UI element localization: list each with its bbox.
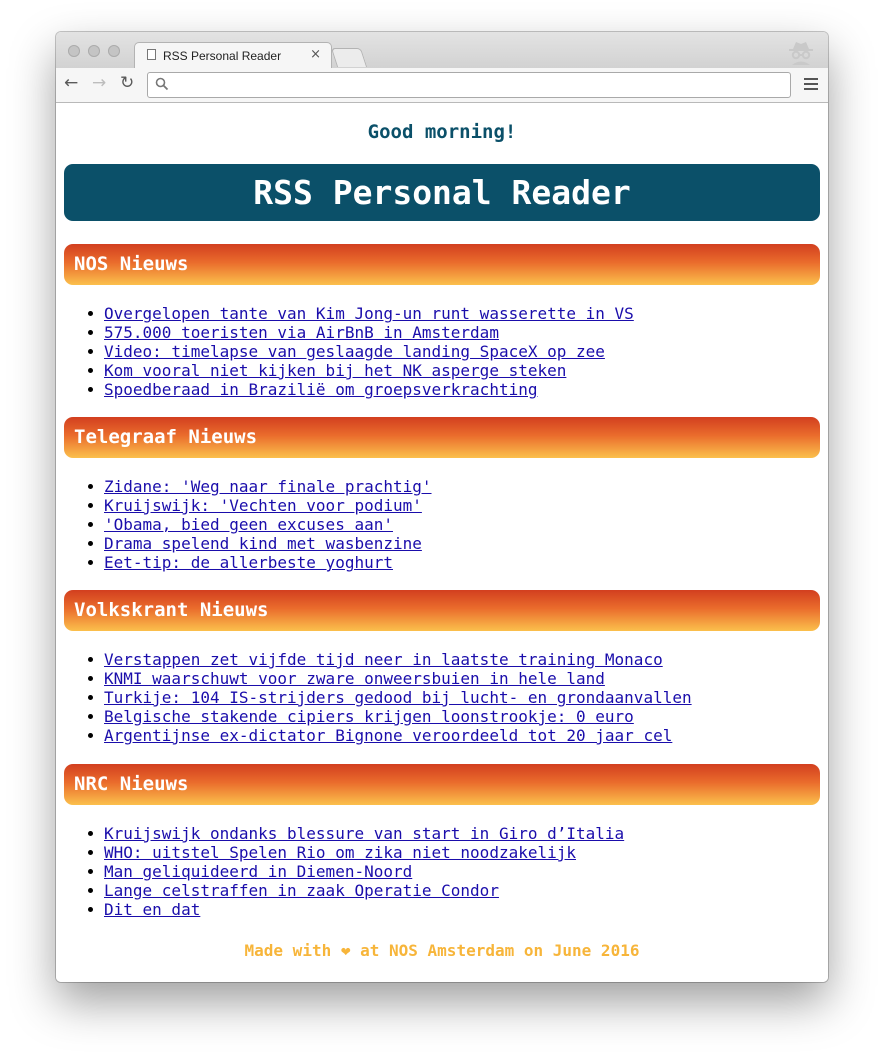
news-link[interactable]: Dit en dat — [104, 900, 201, 919]
news-list — [64, 650, 692, 745]
list-item — [64, 304, 634, 323]
list-item — [64, 553, 432, 572]
close-icon[interactable]: × — [310, 47, 321, 62]
news-link[interactable]: KNMI waarschuwt voor zware onweersbuien in hele land — [104, 669, 605, 688]
section-nrc — [64, 764, 820, 919]
new-tab-button[interactable] — [331, 48, 367, 67]
news-link[interactable]: Overgelopen tante van Kim Jong-un runt wasserette in VS — [104, 304, 634, 323]
list-item — [64, 515, 432, 534]
list-item — [64, 881, 624, 900]
incognito-icon — [786, 39, 816, 65]
close-window-button[interactable] — [68, 45, 80, 57]
list-item — [64, 669, 692, 688]
news-link[interactable]: Kruijswijk: 'Vechten voor podium' — [104, 496, 422, 515]
list-item — [64, 323, 634, 342]
zoom-window-button[interactable] — [108, 45, 120, 57]
list-item — [64, 862, 624, 881]
news-link[interactable]: Argentijnse ex-dictator Bignone veroordeeld tot 20 jaar cel — [104, 726, 673, 745]
list-item — [64, 380, 634, 399]
news-link[interactable]: Lange celstraffen in zaak Operatie Condor — [104, 881, 499, 900]
browser-tab[interactable] — [134, 42, 332, 69]
news-link[interactable]: Video: timelapse van geslaagde landing SpaceX op zee — [104, 342, 605, 361]
news-link[interactable]: Zidane: 'Weg naar finale prachtig' — [104, 477, 432, 496]
list-item — [64, 496, 432, 515]
forward-icon[interactable]: → — [92, 73, 107, 93]
browser-window — [56, 32, 828, 982]
reload-icon[interactable]: ↻ — [120, 73, 135, 93]
news-list — [64, 477, 432, 572]
greeting: Good morning! — [367, 121, 517, 143]
news-link[interactable]: Eet-tip: de allerbeste yoghurt — [104, 553, 393, 572]
address-bar[interactable] — [147, 72, 791, 98]
list-item — [64, 900, 624, 919]
list-item — [64, 824, 624, 843]
list-item — [64, 361, 634, 380]
news-link[interactable]: Man geliquideerd in Diemen-Noord — [104, 862, 413, 881]
footer-text: Made with ❤ at NOS Amsterdam on June 2016 — [244, 941, 640, 960]
section-telegraaf — [64, 417, 820, 572]
section-nos — [64, 244, 820, 399]
section-volkskrant — [64, 590, 820, 745]
page-title: RSS Personal Reader — [253, 173, 631, 212]
section-title: Telegraaf Nieuws — [64, 417, 820, 458]
search-icon — [155, 77, 169, 91]
section-title: NOS Nieuws — [64, 244, 820, 285]
news-list — [64, 824, 624, 919]
list-item — [64, 707, 692, 726]
minimize-window-button[interactable] — [88, 45, 100, 57]
news-link[interactable]: Belgische stakende cipiers krijgen loonstrookje: 0 euro — [104, 707, 634, 726]
list-item — [64, 650, 692, 669]
section-title: Volkskrant Nieuws — [64, 590, 820, 631]
page-content — [56, 103, 828, 982]
menu-icon[interactable] — [804, 78, 818, 92]
news-link[interactable]: WHO: uitstel Spelen Rio om zika niet noodzakelijk — [104, 843, 577, 862]
list-item — [64, 534, 432, 553]
list-item — [64, 843, 624, 862]
tab-title: RSS Personal Reader — [163, 49, 282, 63]
toolbar — [56, 68, 828, 103]
back-icon[interactable]: ← — [64, 73, 79, 93]
title-bar — [56, 32, 828, 68]
address-input[interactable] — [174, 75, 778, 97]
list-item — [64, 726, 692, 745]
news-link[interactable]: Drama spelend kind met wasbenzine — [104, 534, 422, 553]
document-icon — [147, 49, 156, 60]
news-link[interactable]: Turkije: 104 IS-strijders gedood bij lucht- en grondaanvallen — [104, 688, 692, 707]
news-link[interactable]: Kom vooral niet kijken bij het NK asperge steken — [104, 361, 567, 380]
list-item — [64, 477, 432, 496]
list-item — [64, 688, 692, 707]
list-item — [64, 342, 634, 361]
news-link[interactable]: 'Obama, bied geen excuses aan' — [104, 515, 393, 534]
news-link[interactable]: 575.000 toeristen via AirBnB in Amsterdam — [104, 323, 499, 342]
news-link[interactable]: Spoedberaad in Brazilië om groepsverkrachting — [104, 380, 538, 399]
news-link[interactable]: Kruijswijk ondanks blessure van start in Giro d’Italia — [104, 824, 625, 843]
section-title: NRC Nieuws — [64, 764, 820, 805]
page-header — [64, 164, 820, 221]
news-link[interactable]: Verstappen zet vijfde tijd neer in laatste training Monaco — [104, 650, 663, 669]
news-list — [64, 304, 634, 399]
